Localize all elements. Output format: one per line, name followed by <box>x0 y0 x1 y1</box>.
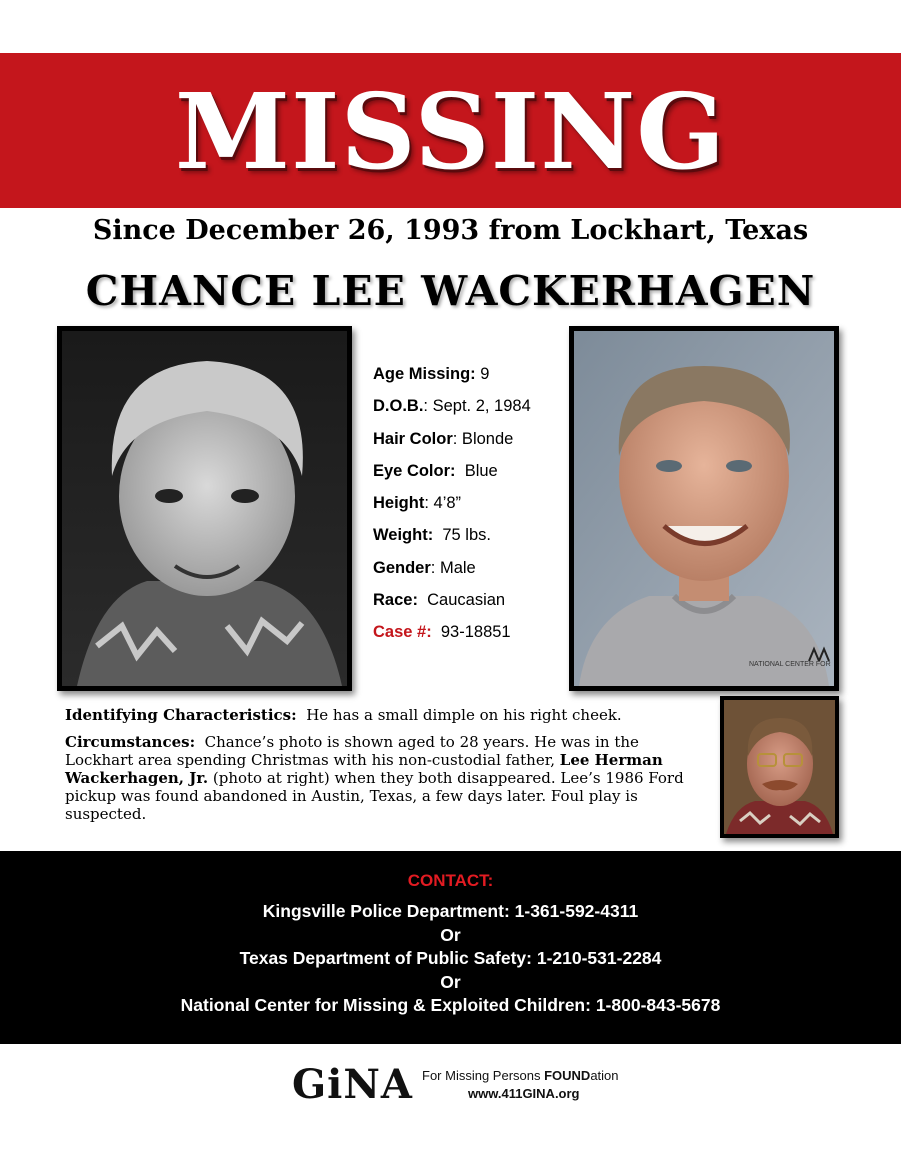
contact-texas-dps: Texas Department of Public Safety: 1-210-531-2284 <box>239 948 662 968</box>
fact-race: Race: Caucasian <box>373 591 506 610</box>
fact-gender: Gender: Male <box>373 558 476 577</box>
contact-section <box>0 851 901 1044</box>
gina-tagline: For Missing Persons FOUNDation <box>422 1068 619 1083</box>
case-description <box>65 706 705 832</box>
contact-or: Or <box>440 925 461 945</box>
fact-eye-color: Eye Color: Blue <box>373 461 498 480</box>
fact-age-missing: Age Missing: 9 <box>373 365 490 383</box>
father-photo <box>720 696 839 838</box>
child-photo <box>57 326 352 691</box>
fact-case-number: Case #: 93-18851 <box>373 623 511 642</box>
contact-or: Or <box>440 972 461 992</box>
fact-height: Height: 4’8” <box>373 494 462 513</box>
missing-person-name: CHANCE LEE WACKERHAGEN <box>85 267 816 315</box>
identifying-characteristics: Identifying Characteristics: He has a small dimple on his right cheek. <box>65 706 622 724</box>
gina-website-link[interactable]: www.411GINA.org <box>468 1086 580 1101</box>
contact-kingsville-police: Kingsville Police Department: 1-361-592-4311 <box>262 901 639 921</box>
fact-hair-color: Hair Color: Blonde <box>373 429 514 448</box>
fact-dob: D.O.B.: Sept. 2, 1984 <box>373 397 531 416</box>
circumstances: Circumstances: Chance’s photo is shown aged to 28 years. He was in the Lockhart area spending Christmas with his non-custodial father, Lee Herman Wackerhagen, Jr. (photo at right) when they both disappeared. Lee’s 1986 Ford pickup was found abandoned in Austin, Texas, a few days later. Foul play is suspected. <box>65 733 684 823</box>
contact-heading: CONTACT: <box>407 871 494 890</box>
age-progressed-photo <box>569 326 839 691</box>
missing-since: Since December 26, 1993 from Lockhart, Texas <box>92 215 809 246</box>
page-title: MISSING <box>174 70 727 193</box>
gina-logo: GiNA <box>292 1061 413 1108</box>
physical-description <box>373 362 563 653</box>
fact-weight: Weight: 75 lbs. <box>373 526 491 545</box>
svg-text:NATIONAL CENTER FOR: NATIONAL CENTER FOR <box>749 661 831 668</box>
contact-ncmec: National Center for Missing & Exploited Children: 1-800-843-5678 <box>180 995 721 1015</box>
